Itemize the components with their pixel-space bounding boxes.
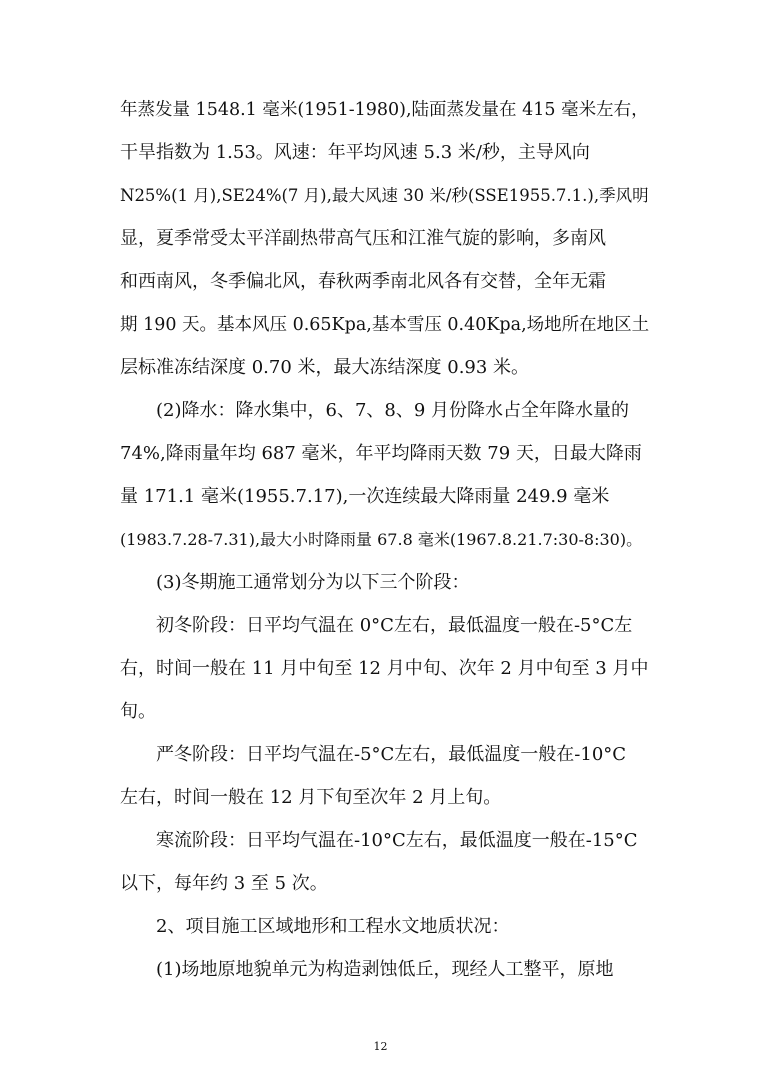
text-line: 年蒸发量 1548.1 毫米(1951-1980),陆面蒸发量在 415 毫米左右，	[120, 100, 649, 120]
text-line: 干旱指数为 1.53。风速：年平均风速 5.3 米/秒，主导风向	[120, 142, 590, 163]
text-line: 寒流阶段：日平均气温在-10°C左右，最低温度一般在-15°C	[156, 830, 638, 851]
text-line: 左右，时间一般在 12 月下旬至次年 2 月上旬。	[120, 787, 502, 808]
text-line: 层标准冻结深度 0.70 米，最大冻结深度 0.93 米。	[120, 357, 530, 378]
text-line: 旬。	[120, 701, 156, 722]
text-line: N25%(1 月),SE24%(7 月),最大风速 30 米/秒(SSE1955.7.1.),季风明	[120, 186, 649, 205]
text-line: (1)场地原地貌单元为构造剥蚀低丘，现经人工整平，原地	[156, 959, 614, 980]
text-line: 显，夏季常受太平洋副热带高气压和江淮气旋的影响，多南风	[120, 228, 606, 249]
section-heading: 2、项目施工区域地形和工程水文地质状况：	[156, 916, 510, 937]
text-line: (3)冬期施工通常划分为以下三个阶段：	[156, 572, 470, 593]
text-line: (2)降水：降水集中，6、7、8、9 月份降水占全年降水量的	[156, 400, 630, 421]
text-line: 初冬阶段：日平均气温在 0°C左右，最低温度一般在-5°C左	[156, 615, 633, 636]
text-line: 严冬阶段：日平均气温在-5°C左右，最低温度一般在-10°C	[156, 744, 627, 765]
text-line: 右，时间一般在 11 月中旬至 12 月中旬、次年 2 月中旬至 3 月中	[120, 658, 649, 679]
text-line: 量 171.1 毫米(1955.7.17),一次连续最大降雨量 249.9 毫米	[120, 486, 610, 507]
text-line: 以下，每年约 3 至 5 次。	[120, 873, 328, 894]
text-line: (1983.7.28-7.31),最大小时降雨量 67.8 毫米(1967.8.21.7:30-8:30)。	[120, 530, 643, 549]
text-line: 期 190 天。基本风压 0.65Kpa,基本雪压 0.40Kpa,场地所在地区土	[120, 315, 650, 335]
page-number: 12	[373, 1040, 388, 1053]
text-line: 和西南风，冬季偏北风，春秋两季南北风各有交替，全年无霜	[120, 271, 606, 292]
text-line: 74%,降雨量年均 687 毫米，年平均降雨天数 79 天，日最大降雨	[120, 443, 642, 464]
